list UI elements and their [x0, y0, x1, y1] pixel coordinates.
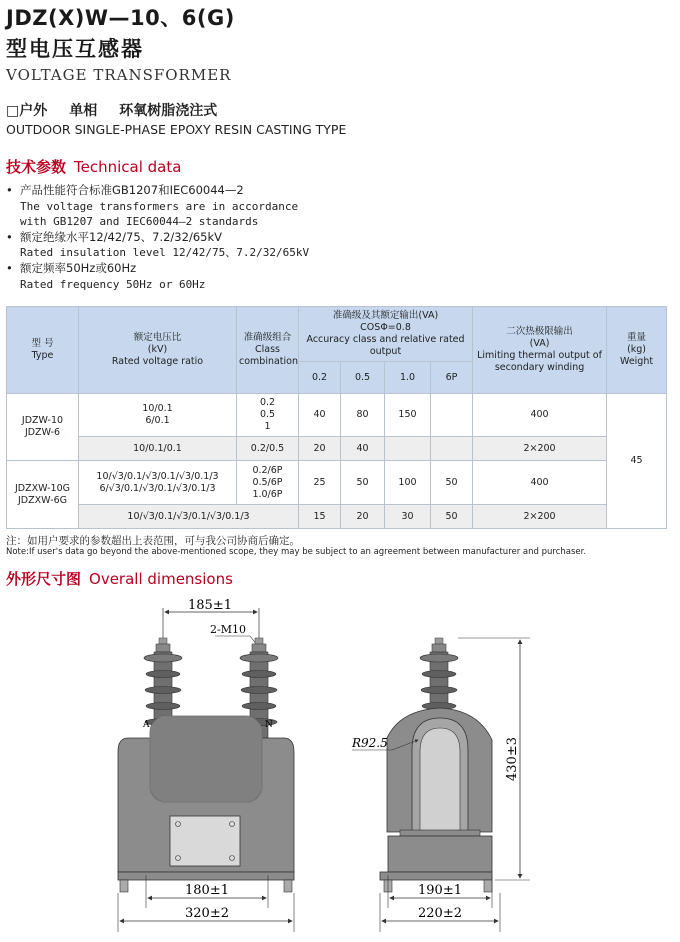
header-acc-1-0: 1.0	[385, 362, 431, 394]
type-single-phase: 单相	[69, 103, 98, 119]
dim-side-outer: 220±2	[418, 906, 462, 921]
dim-top-width: 185±1	[188, 598, 232, 613]
table-row	[7, 394, 667, 437]
cell-value: 80	[341, 394, 385, 437]
terminal-n: N	[265, 720, 273, 730]
cell-value: 40	[299, 394, 341, 437]
spec-table	[6, 306, 667, 529]
bullet-insulation-cn: • 额定绝缘水平12/42/75、7.2/32/65kV	[6, 229, 222, 244]
cell-value: 150	[385, 394, 431, 437]
overall-dimensions-heading	[6, 568, 233, 589]
type-outdoor: □户外	[6, 103, 48, 119]
note-chinese: 注：如用户要求的参数超出上表范围，可与我公司协商后确定。	[6, 535, 300, 547]
header-ratio: 额定电压比 (kV) Rated voltage ratio	[79, 307, 237, 394]
bullet-text: 额定频率50Hz或60Hz	[20, 260, 137, 275]
cell-ratio: 10/√3/0.1/√3/0.1/√3/0.1/3 6/√3/0.1/√3/0.1/√3/0.1/3	[79, 461, 237, 505]
cell-value: 20	[341, 505, 385, 529]
bullet-text: 额定绝缘水平12/42/75、7.2/32/65kV	[20, 229, 222, 244]
dim-base-inner: 180±1	[185, 883, 229, 898]
bullet-frequency-en	[6, 277, 309, 293]
cell-value: 25	[299, 461, 341, 505]
front-view	[118, 598, 294, 932]
cell-weight: 45	[607, 394, 667, 529]
cell-value: 100	[385, 461, 431, 505]
technical-data-heading-en: Technical data	[74, 158, 182, 176]
cell-value: 40	[341, 437, 385, 461]
cell-value	[431, 394, 473, 437]
header-acc-0-2: 0.2	[299, 362, 341, 394]
cell-value: 15	[299, 505, 341, 529]
dim-bolt: 2-M10	[210, 623, 246, 636]
cell-value	[385, 437, 431, 461]
cell-value	[431, 437, 473, 461]
cell-ratio: 10/0.1/0.1	[79, 437, 237, 461]
dimensions-heading-cn: 外形尺寸图	[6, 570, 82, 588]
technical-data-heading-cn: 技术参数	[6, 158, 67, 176]
dimensions-heading-en: Overall dimensions	[89, 570, 233, 588]
header-type: 型 号 Type	[7, 307, 79, 394]
terminal-a: A	[143, 720, 150, 730]
cell-type-jdzxw: JDZXW-10G JDZXW-6G	[7, 461, 79, 529]
bullet-frequency-cn: • 额定频率50Hz或60Hz	[6, 260, 137, 275]
header-acc-6p: 6P	[431, 362, 473, 394]
dim-height: 430±3	[505, 737, 520, 781]
bullet-insulation-en	[6, 245, 309, 261]
bullet-text: 产品性能符合标准GB1207和IEC60044—2	[20, 183, 244, 197]
bullet-text: Rated insulation level 12/42/75、7.2/32/65kV	[20, 246, 310, 260]
cell-class: 0.2/0.5	[237, 437, 299, 461]
cell-value: 50	[431, 461, 473, 505]
cell-class: 0.2/6P 0.5/6P 1.0/6P	[237, 461, 299, 505]
note-english: Note:If user's data go beyond the above-mentioned scope, they may be subject to an agreement between manufacturer and purchaser.	[6, 547, 587, 557]
cell-thermal: 400	[473, 394, 607, 437]
title-english: VOLTAGE TRANSFORMER	[6, 66, 232, 84]
side-view	[351, 638, 530, 932]
cell-value: 50	[431, 505, 473, 529]
type-chinese	[6, 100, 239, 120]
cell-value: 30	[385, 505, 431, 529]
technical-data-heading	[6, 156, 181, 177]
table-row	[7, 461, 667, 505]
header-class: 准确级组合 Class combination	[237, 307, 299, 394]
bullet-standard-en-2	[6, 214, 309, 230]
cell-value: 50	[341, 461, 385, 505]
bullet-standard-en-1	[6, 199, 309, 215]
dim-base-outer: 320±2	[185, 906, 229, 921]
cell-thermal: 2×200	[473, 437, 607, 461]
bullet-text: The voltage transformers are in accordance	[20, 199, 299, 213]
cell-thermal: 400	[473, 461, 607, 505]
cell-ratio: 10/0.1 6/0.1	[79, 394, 237, 437]
header-accuracy: 准确级及其额定输出(VA) COSΦ=0.8 Accuracy class and relative rated output	[299, 307, 473, 362]
dim-radius: R92.5	[352, 736, 388, 750]
type-epoxy: 环氧树脂浇注式	[119, 103, 218, 119]
model-number: JDZ(X)W—10、6(G)	[6, 6, 235, 30]
cell-value: 20	[299, 437, 341, 461]
dimension-drawing	[0, 590, 680, 942]
technical-bullets	[6, 183, 309, 292]
header-acc-0-5: 0.5	[341, 362, 385, 394]
bullet-text: Rated frequency 50Hz or 60Hz	[20, 277, 206, 291]
cell-class: 0.2 0.5 1	[237, 394, 299, 437]
bullet-standard-cn: • 产品性能符合标准GB1207和IEC60044—2	[6, 183, 244, 197]
dim-side-inner: 190±1	[418, 883, 462, 898]
cell-type-jdzw: JDZW-10 JDZW-6	[7, 394, 79, 461]
bullet-text: with GB1207 and IEC60044—2 standards	[20, 215, 259, 229]
title-chinese: 型电压互感器	[6, 37, 144, 61]
table-row	[7, 437, 667, 461]
cell-thermal: 2×200	[473, 505, 607, 529]
cell-ratio: 10/√3/0.1/√3/0.1/√3/0.1/3	[79, 505, 299, 529]
type-english: OUTDOOR SINGLE-PHASE EPOXY RESIN CASTING TYPE	[6, 122, 347, 137]
header-thermal: 二次热极限输出 (VA) Limiting thermal output of secondary winding	[473, 307, 607, 394]
table-row	[7, 505, 667, 529]
header-weight: 重量 (kg) Weight	[607, 307, 667, 394]
